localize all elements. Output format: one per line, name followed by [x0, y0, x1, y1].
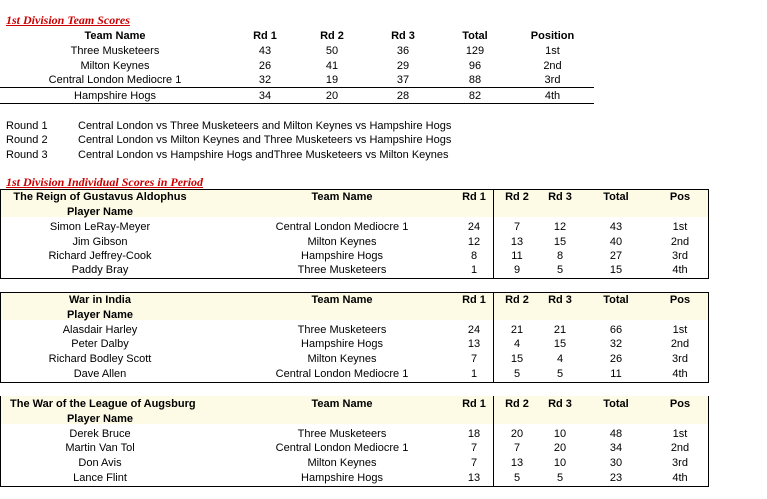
score-cell: 10: [553, 428, 567, 440]
column-rule: [0, 292, 1, 382]
score-cell: 96: [468, 60, 482, 72]
score-cell: 2nd: [670, 338, 690, 350]
score-cell: 11: [610, 368, 622, 380]
column-rule: [708, 292, 709, 382]
period-header: Total: [603, 191, 629, 203]
period-header: Rd 1: [462, 398, 486, 410]
column-rule: [493, 292, 494, 382]
score-cell: 34: [258, 90, 272, 102]
score-cell: 26: [609, 353, 623, 365]
score-cell: 82: [468, 90, 482, 102]
score-cell: 66: [609, 324, 623, 336]
column-rule: [493, 396, 494, 486]
score-cell: 15: [553, 338, 567, 350]
score-cell: 1st: [672, 428, 688, 440]
score-cell: 4th: [672, 368, 688, 380]
score-cell: 15: [609, 264, 623, 276]
score-cell: 18: [467, 428, 481, 440]
team-name-cell: Three Musketeers: [297, 324, 387, 336]
team-name-cell: Central London Mediocre 1: [275, 221, 409, 233]
score-cell: 12: [553, 221, 567, 233]
score-cell: 4: [556, 353, 564, 365]
player-name-cell: Jim Gibson: [72, 236, 128, 248]
score-cell: 2nd: [543, 60, 562, 72]
score-cell: 24: [467, 221, 481, 233]
score-cell: 20: [510, 428, 524, 440]
score-cell: 21: [553, 324, 567, 336]
score-cell: 20: [325, 90, 339, 102]
score-cell: 7: [470, 353, 478, 365]
score-cell: 7: [513, 442, 521, 454]
score-cell: 4th: [544, 90, 561, 102]
score-cell: 9: [513, 264, 521, 276]
period-header: Team Name: [311, 398, 373, 410]
period-header: Pos: [669, 398, 691, 410]
player-name-cell: Peter Dalby: [71, 338, 129, 350]
player-name-header: Player Name: [66, 206, 134, 218]
score-cell: 40: [609, 236, 623, 248]
score-cell: 4th: [672, 264, 688, 276]
table-rule: [0, 486, 709, 487]
column-rule: [708, 189, 709, 278]
team-scores-header: Position: [530, 30, 575, 42]
period-header: Team Name: [311, 191, 373, 203]
score-cell: 5: [513, 368, 521, 380]
period-header: Total: [603, 398, 629, 410]
team-name-cell: Hampshire Hogs: [301, 472, 383, 484]
period-header: Rd 2: [505, 294, 529, 306]
score-cell: 1st: [672, 221, 688, 233]
score-cell: 2nd: [670, 236, 690, 248]
score-cell: 23: [609, 472, 623, 484]
period-header: Rd 2: [505, 398, 529, 410]
score-cell: 1: [470, 368, 478, 380]
score-cell: 43: [258, 45, 272, 57]
score-cell: 13: [510, 457, 524, 469]
round-label: Round 1: [6, 120, 48, 132]
period-header: Total: [603, 294, 629, 306]
player-name-cell: Paddy Bray: [71, 264, 129, 276]
table-rule: [0, 103, 594, 104]
column-rule: [0, 396, 1, 486]
column-rule: [0, 189, 1, 278]
table-rule: [0, 382, 709, 383]
score-cell: 3rd: [672, 457, 688, 469]
score-cell: 5: [513, 472, 521, 484]
score-cell: 24: [467, 324, 481, 336]
score-cell: 29: [396, 60, 410, 72]
team-name-cell: Central London Mediocre 1: [275, 442, 409, 454]
player-name-cell: Lance Flint: [73, 472, 127, 484]
score-cell: 129: [465, 45, 485, 57]
team-name-cell: Three Musketeers: [297, 264, 387, 276]
player-name-cell: Don Avis: [78, 457, 122, 469]
period-header: Pos: [669, 191, 691, 203]
round-label: Round 2: [6, 134, 48, 146]
team-scores-header: Total: [462, 30, 488, 42]
player-name-cell: Dave Allen: [73, 368, 127, 380]
table-rule: [0, 87, 594, 88]
score-cell: 8: [470, 250, 478, 262]
period-name: War in India: [69, 294, 131, 306]
score-cell: 13: [467, 338, 481, 350]
score-cell: 15: [510, 353, 524, 365]
team-name-cell: Hampshire Hogs: [301, 338, 383, 350]
score-cell: 30: [609, 457, 623, 469]
team-scores-header: Rd 1: [253, 30, 277, 42]
score-cell: 3rd: [672, 250, 688, 262]
period-header: Rd 2: [505, 191, 529, 203]
score-cell: 43: [609, 221, 623, 233]
score-cell: 37: [396, 74, 410, 86]
period-header: Rd 1: [462, 191, 486, 203]
score-cell: 13: [467, 472, 481, 484]
player-name-header: Player Name: [66, 309, 134, 321]
score-cell: 7: [513, 221, 521, 233]
column-rule: [708, 396, 709, 486]
score-cell: 32: [258, 74, 272, 86]
period-header: Rd 3: [548, 191, 572, 203]
score-cell: 11: [511, 250, 523, 262]
period-header: Pos: [669, 294, 691, 306]
score-cell: 5: [556, 368, 564, 380]
score-cell: 1st: [545, 45, 560, 57]
score-cell: 27: [609, 250, 623, 262]
score-cell: 32: [609, 338, 623, 350]
period-header: Rd 3: [548, 398, 572, 410]
player-name-cell: Alasdair Harley: [62, 324, 138, 336]
score-cell: 10: [553, 457, 567, 469]
score-cell: 1st: [672, 324, 688, 336]
team-scores-header: Team Name: [84, 30, 146, 42]
score-cell: 4: [513, 338, 521, 350]
column-rule: [493, 189, 494, 278]
table-rule: [0, 278, 709, 279]
player-name-header: Player Name: [66, 413, 134, 425]
player-name-cell: Richard Jeffrey-Cook: [48, 250, 152, 262]
score-cell: 36: [396, 45, 410, 57]
score-cell: 26: [258, 60, 272, 72]
score-cell: 3rd: [672, 353, 688, 365]
team-name-cell: Milton Keynes: [80, 60, 150, 72]
team-name-cell: Milton Keynes: [307, 457, 377, 469]
period-header: Rd 3: [548, 294, 572, 306]
score-cell: 50: [325, 45, 339, 57]
score-cell: 19: [325, 74, 339, 86]
round-fixture: Central London vs Hampshire Hogs andThree Musketeers vs Milton Keynes: [78, 149, 449, 161]
individual-scores-title: 1st Division Individual Scores in Period: [6, 175, 204, 189]
player-name-cell: Derek Bruce: [69, 428, 131, 440]
team-name-cell: Three Musketeers: [70, 45, 160, 57]
team-name-cell: Central London Mediocre 1: [48, 74, 182, 86]
team-scores-header: Rd 3: [391, 30, 415, 42]
score-cell: 1: [470, 264, 478, 276]
period-header: Rd 1: [462, 294, 486, 306]
period-name: The Reign of Gustavus Aldophus: [13, 191, 187, 203]
score-cell: 3rd: [544, 74, 561, 86]
period-name: The War of the League of Augsburg: [10, 398, 196, 410]
score-cell: 41: [325, 60, 339, 72]
team-name-cell: Hampshire Hogs: [74, 90, 156, 102]
score-cell: 20: [553, 442, 567, 454]
score-cell: 5: [556, 472, 564, 484]
team-name-cell: Milton Keynes: [307, 236, 377, 248]
player-name-cell: Richard Bodley Scott: [48, 353, 152, 365]
score-cell: 5: [556, 264, 564, 276]
score-cell: 48: [609, 428, 623, 440]
score-cell: 12: [467, 236, 481, 248]
player-name-cell: Martin Van Tol: [65, 442, 135, 454]
score-cell: 34: [609, 442, 623, 454]
team-name-cell: Central London Mediocre 1: [275, 368, 409, 380]
score-cell: 88: [468, 74, 482, 86]
score-cell: 7: [470, 442, 478, 454]
score-cell: 8: [556, 250, 564, 262]
score-cell: 13: [510, 236, 524, 248]
score-cell: 2nd: [670, 442, 690, 454]
team-scores-title: 1st Division Team Scores: [6, 13, 130, 27]
score-cell: 15: [553, 236, 567, 248]
score-cell: 4th: [672, 472, 688, 484]
period-header: Team Name: [311, 294, 373, 306]
team-name-cell: Three Musketeers: [297, 428, 387, 440]
round-fixture: Central London vs Milton Keynes and Three Musketeers vs Hampshire Hogs: [78, 134, 452, 146]
team-name-cell: Milton Keynes: [307, 353, 377, 365]
round-label: Round 3: [6, 149, 48, 161]
score-cell: 7: [470, 457, 478, 469]
team-name-cell: Hampshire Hogs: [301, 250, 383, 262]
score-cell: 28: [396, 90, 410, 102]
player-name-cell: Simon LeRay-Meyer: [49, 221, 151, 233]
score-cell: 21: [510, 324, 524, 336]
round-fixture: Central London vs Three Musketeers and Milton Keynes vs Hampshire Hogs: [78, 120, 452, 132]
team-scores-header: Rd 2: [320, 30, 344, 42]
